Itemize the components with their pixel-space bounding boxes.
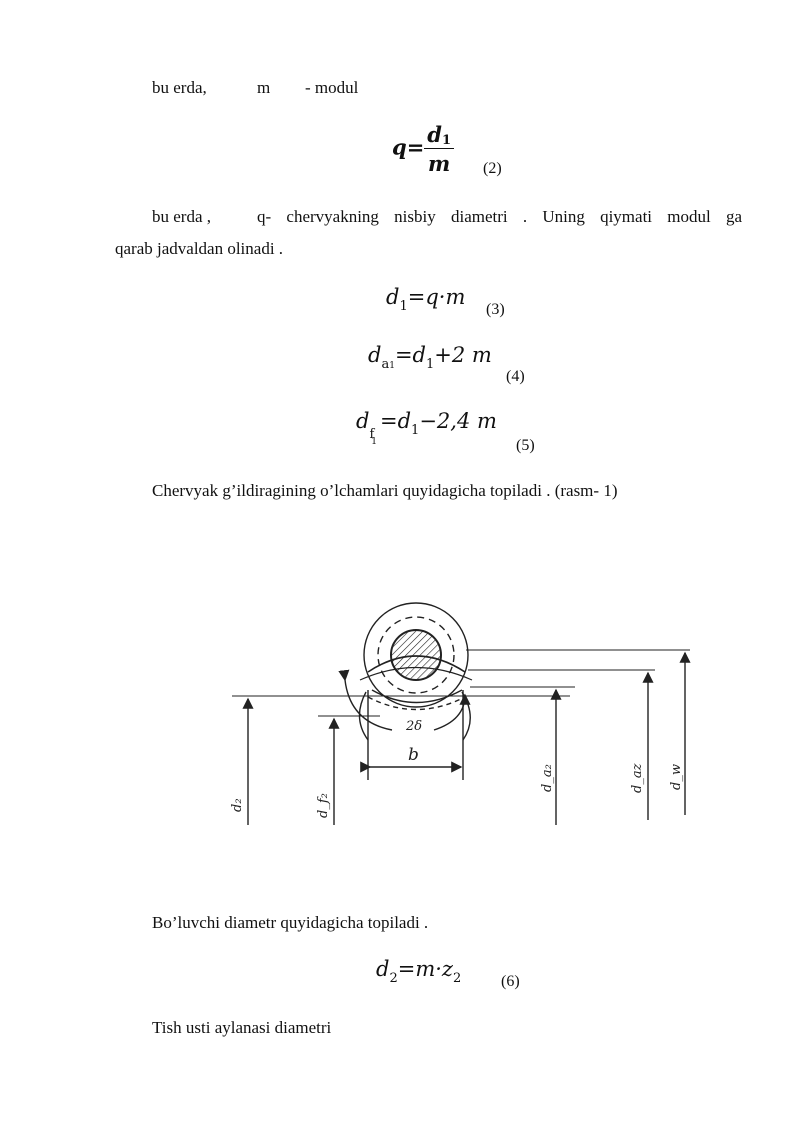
para3: Chervyak g’ildiragining o’lchamlari quyidagicha topiladi . (rasm- 1): [152, 481, 618, 500]
para5: Tish usti aylanasi diametri: [152, 1018, 332, 1037]
worm-shaft-section: [391, 630, 441, 680]
eq5-lhs-subsub: 1: [371, 437, 377, 447]
para2-line1: q- chervyakning nisbiy diametri . Uning qiymati modul ga: [257, 207, 742, 226]
eq5-lhs: d: [356, 409, 370, 433]
angle-arc-right: [434, 695, 465, 730]
para2-lead: bu erda ,: [152, 207, 212, 226]
eq4-rhs-a: =d: [394, 343, 426, 367]
label-df2: d_f₂: [316, 793, 331, 818]
eq2-num-sub: 1: [441, 133, 452, 148]
eq4-rhs-sub: 1: [426, 357, 435, 372]
label-dw: d_w: [669, 764, 684, 790]
eq3-lhs: d: [386, 285, 400, 309]
module-description: - modul: [305, 78, 359, 97]
module-symbol: m: [257, 78, 271, 97]
label-b: b: [408, 745, 419, 765]
eq3-number: (3): [486, 301, 505, 318]
eq4-lhs-sub-letter: a: [381, 357, 390, 372]
eq4-number: (4): [506, 368, 525, 385]
equation-6: [376, 957, 462, 986]
eq2-den: m: [428, 151, 451, 176]
label-d2: d₂: [230, 798, 245, 812]
eq6-lhs: d: [376, 957, 390, 981]
eq3-rhs: =q·m: [407, 285, 466, 309]
label-da2: d_a₂: [540, 764, 555, 792]
eq4-lhs: d: [368, 343, 382, 367]
eq2-op: =: [406, 134, 425, 160]
eq2-lhs: q: [392, 134, 407, 160]
eq6-number: (6): [501, 973, 520, 990]
eq3-lhs-sub: 1: [399, 299, 408, 314]
eq6-rhs-a: =m·z: [397, 957, 453, 981]
eq5-rhs-sub: 1: [411, 423, 420, 438]
label-2delta: 2δ: [406, 719, 423, 734]
eq2-number: (2): [483, 160, 502, 177]
eq5-number: (5): [516, 437, 535, 454]
eq5-rhs-a: =d: [380, 409, 412, 433]
para4: Bo’luvchi diametr quyidagicha topiladi .: [152, 913, 429, 932]
eq4-lhs-subsub: 1: [389, 361, 395, 371]
intro-lead: bu erda,: [152, 78, 207, 97]
label-daz: d_az: [630, 763, 645, 793]
eq2-num: d: [427, 122, 442, 147]
eq6-rhs-sub: 2: [452, 971, 462, 986]
para2-line2: qarab jadvaldan olinadi .: [115, 239, 284, 258]
eq4-rhs-b: +2 m: [434, 343, 492, 367]
eq5-lhs-sub-letter: f: [369, 427, 375, 442]
eq6-lhs-sub: 2: [389, 971, 398, 986]
eq5-rhs-b: −2,4 m: [419, 409, 497, 433]
